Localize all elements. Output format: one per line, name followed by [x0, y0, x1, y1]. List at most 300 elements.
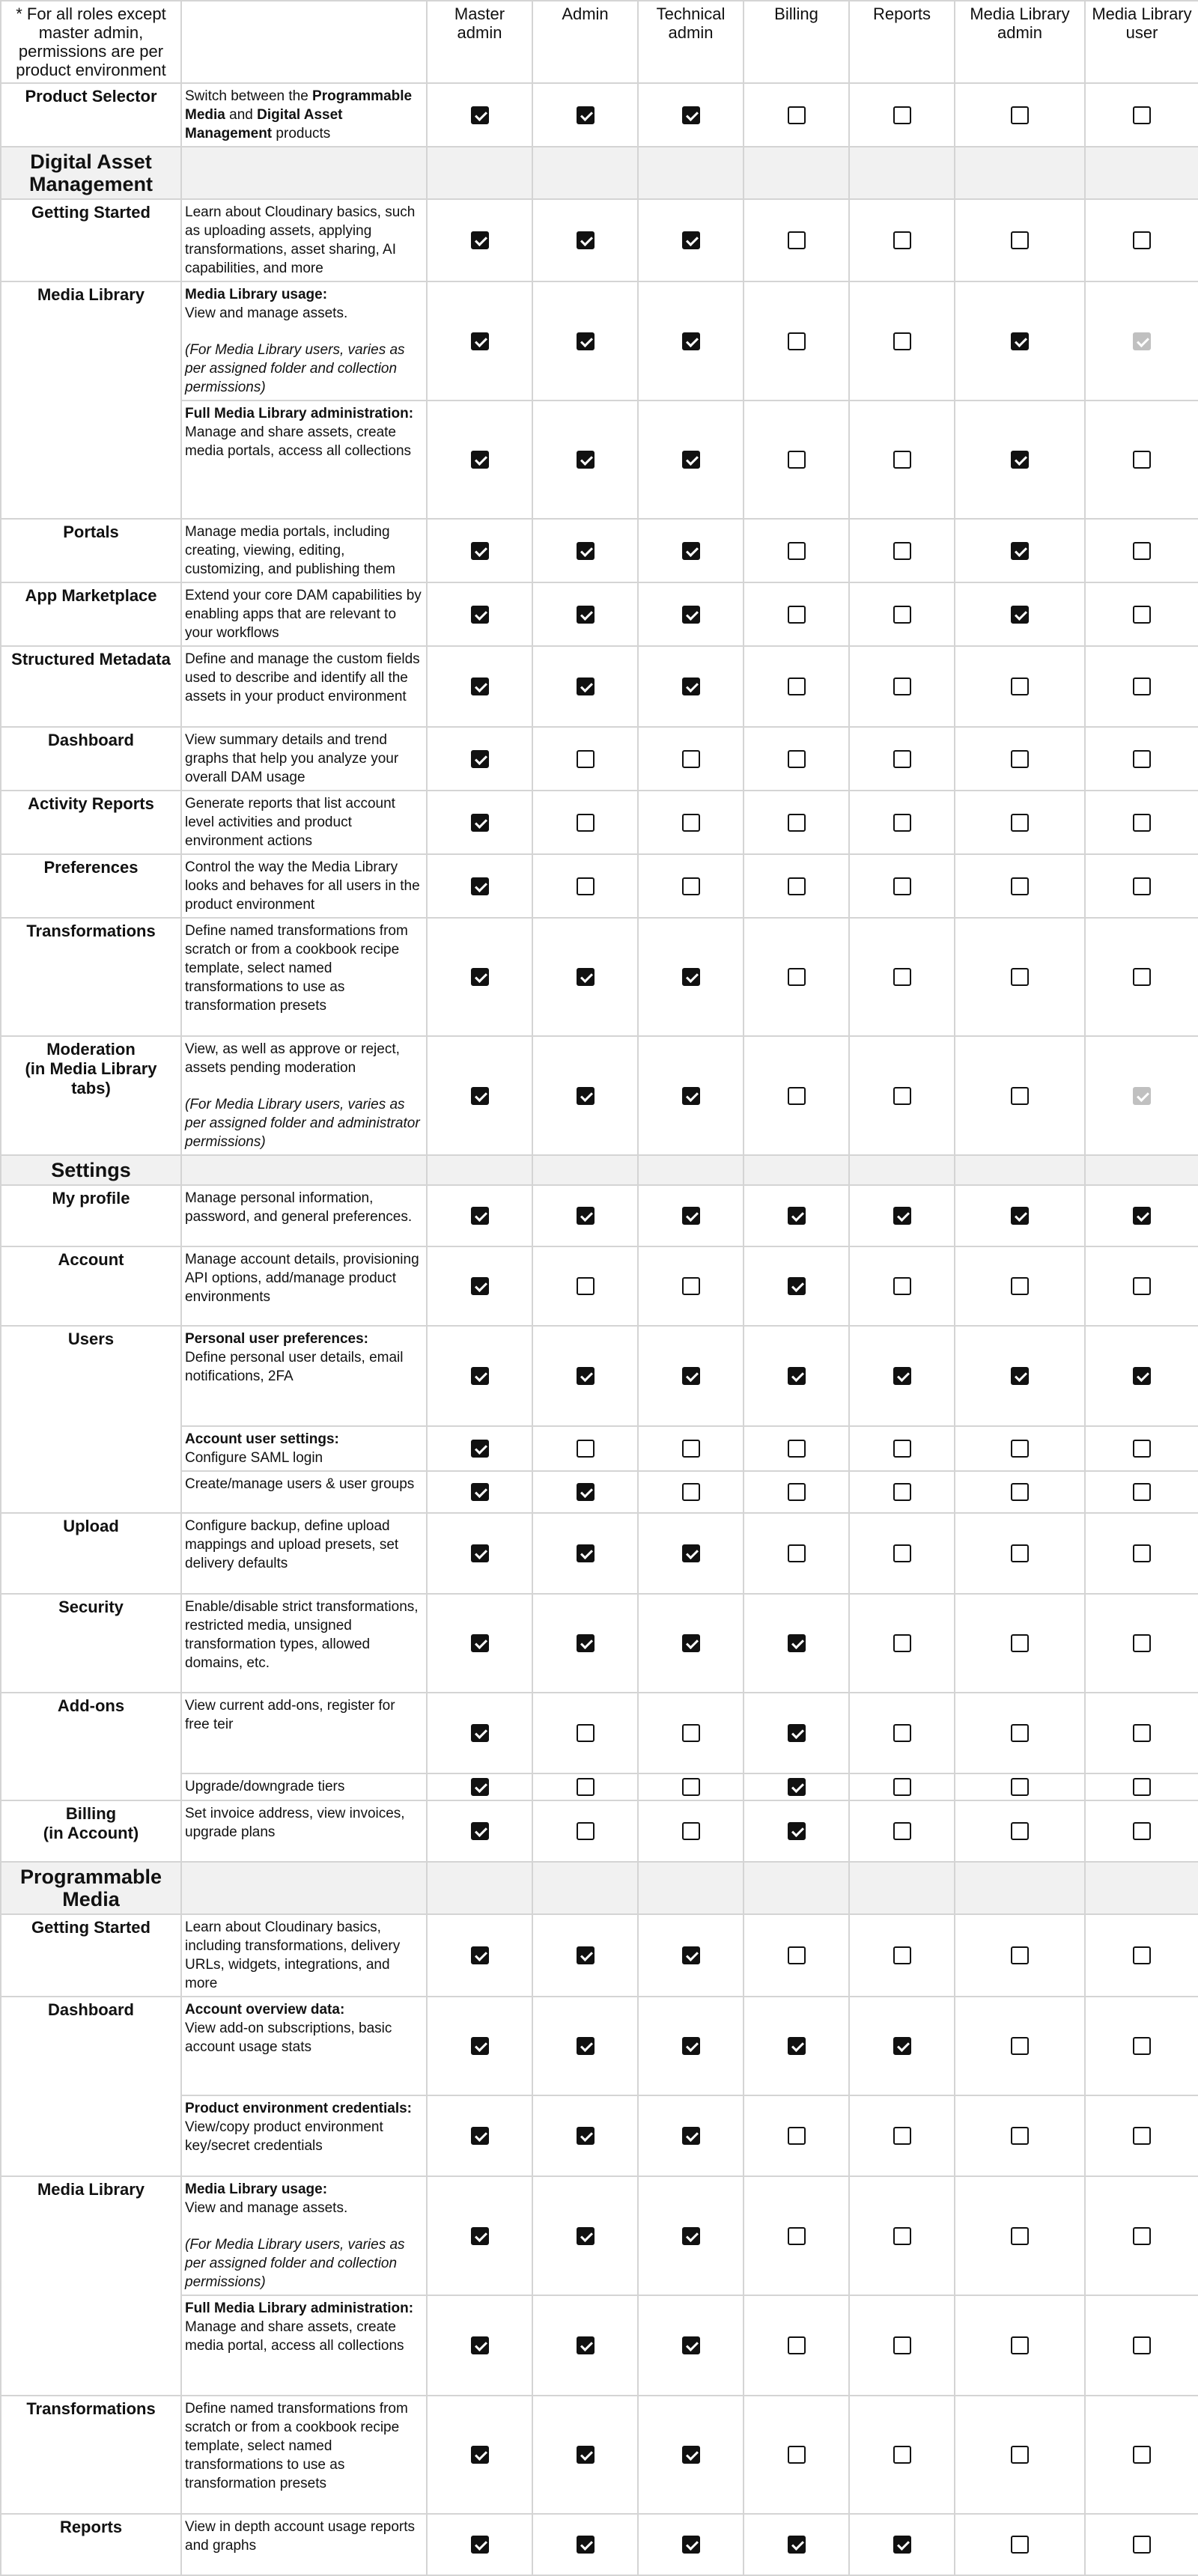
feature-description — [181, 1326, 427, 1426]
unchecked-checkbox[interactable] — [788, 2446, 806, 2464]
unchecked-checkbox[interactable] — [1011, 1634, 1029, 1652]
feature-description — [181, 1426, 427, 1471]
section-blank-cell — [849, 1155, 955, 1185]
checked-checkbox[interactable] — [788, 1724, 806, 1742]
checked-checkbox[interactable] — [471, 1483, 489, 1501]
unchecked-checkbox[interactable] — [1133, 968, 1151, 986]
permission-cell-media-library-admin — [955, 1185, 1085, 1246]
permission-cell-technical-admin — [638, 2396, 744, 2514]
permission-cell-billing — [744, 2514, 849, 2575]
feature-description — [181, 2514, 427, 2575]
unchecked-checkbox[interactable] — [788, 814, 806, 832]
checked-checkbox[interactable] — [471, 1778, 489, 1796]
checked-checkbox[interactable] — [682, 2536, 700, 2554]
permission-cell-admin — [532, 582, 638, 646]
unchecked-checkbox[interactable] — [893, 2336, 911, 2354]
checked-checkbox[interactable] — [471, 1946, 489, 1964]
checked-checkbox[interactable] — [471, 2227, 489, 2245]
unchecked-checkbox[interactable] — [1011, 678, 1029, 695]
unchecked-checkbox[interactable] — [1011, 814, 1029, 832]
unchecked-checkbox[interactable] — [1011, 1724, 1029, 1742]
unchecked-checkbox[interactable] — [1011, 1277, 1029, 1295]
permission-cell-billing — [744, 646, 849, 727]
description-text: Define named transformations from scratch or from a cookbook recipe template, select named transformations to use as transformation presets — [185, 923, 408, 1014]
permission-cell-admin — [532, 1914, 638, 1997]
feature-name: My profile — [1, 1185, 181, 1246]
checked-checkbox[interactable] — [682, 2127, 700, 2145]
unchecked-checkbox[interactable] — [1133, 2127, 1151, 2145]
permission-cell-admin — [532, 1693, 638, 1773]
permission-cell-admin — [532, 1594, 638, 1693]
unchecked-checkbox[interactable] — [893, 678, 911, 695]
table-row — [1, 1185, 1198, 1246]
permission-cell-master-admin — [427, 1693, 532, 1773]
checked-checkbox[interactable] — [788, 2536, 806, 2554]
checked-checkbox[interactable] — [788, 1277, 806, 1295]
unchecked-checkbox[interactable] — [1133, 606, 1151, 624]
unchecked-checkbox[interactable] — [893, 1087, 911, 1105]
checked-checkbox[interactable] — [682, 2336, 700, 2354]
permission-cell-technical-admin — [638, 199, 744, 281]
table-row — [1, 1693, 1198, 1773]
permission-cell-technical-admin — [638, 401, 744, 519]
section-blank-cell — [744, 1862, 849, 1914]
checked-checkbox[interactable] — [788, 1778, 806, 1796]
permission-cell-media-library-admin — [955, 727, 1085, 791]
checked-checkbox[interactable] — [682, 1544, 700, 1562]
unchecked-checkbox[interactable] — [1133, 678, 1151, 695]
checked-checkbox[interactable] — [577, 2446, 595, 2464]
section-blank-cell — [532, 147, 638, 199]
unchecked-checkbox[interactable] — [1133, 1946, 1151, 1964]
unchecked-checkbox[interactable] — [577, 814, 595, 832]
unchecked-checkbox[interactable] — [577, 1440, 595, 1458]
checked-checkbox[interactable] — [577, 2536, 595, 2554]
permission-cell-technical-admin — [638, 1471, 744, 1513]
permission-cell-media-library-user — [1085, 1693, 1198, 1773]
permission-cell-media-library-admin — [955, 918, 1085, 1036]
checked-checkbox[interactable] — [682, 1087, 700, 1105]
permission-cell-billing — [744, 1800, 849, 1862]
unchecked-checkbox[interactable] — [893, 814, 911, 832]
permission-cell-billing — [744, 1513, 849, 1594]
unchecked-checkbox[interactable] — [893, 231, 911, 249]
checked-checkbox[interactable] — [471, 2336, 489, 2354]
checked-checkbox[interactable] — [1011, 332, 1029, 350]
unchecked-checkbox[interactable] — [1011, 1822, 1029, 1840]
unchecked-checkbox[interactable] — [1133, 451, 1151, 469]
unchecked-checkbox[interactable] — [893, 968, 911, 986]
unchecked-checkbox[interactable] — [577, 750, 595, 768]
permission-cell-admin — [532, 2295, 638, 2396]
unchecked-checkbox[interactable] — [1011, 1544, 1029, 1562]
feature-description — [181, 1773, 427, 1800]
unchecked-checkbox[interactable] — [1133, 2227, 1151, 2245]
permission-cell-media-library-admin — [955, 582, 1085, 646]
description-text: Create/manage users & user groups — [185, 1476, 415, 1492]
section-header-row — [1, 1862, 1198, 1914]
permission-cell-media-library-admin — [955, 281, 1085, 401]
unchecked-checkbox[interactable] — [788, 106, 806, 124]
permission-cell-media-library-user — [1085, 1426, 1198, 1471]
feature-description — [181, 727, 427, 791]
unchecked-checkbox[interactable] — [1133, 1483, 1151, 1501]
permission-cell-admin — [532, 281, 638, 401]
permission-cell-master-admin — [427, 1594, 532, 1693]
checked-checkbox[interactable] — [577, 2127, 595, 2145]
feature-description — [181, 519, 427, 582]
permission-cell-media-library-user — [1085, 1594, 1198, 1693]
unchecked-checkbox[interactable] — [893, 750, 911, 768]
checked-checkbox[interactable] — [577, 1634, 595, 1652]
unchecked-checkbox[interactable] — [893, 1440, 911, 1458]
unchecked-checkbox[interactable] — [682, 1822, 700, 1840]
permission-cell-master-admin — [427, 1773, 532, 1800]
unchecked-checkbox[interactable] — [1133, 877, 1151, 895]
feature-name: Add-ons — [1, 1693, 181, 1800]
unchecked-checkbox[interactable] — [682, 1277, 700, 1295]
checked-checkbox[interactable] — [471, 814, 489, 832]
checked-checkbox[interactable] — [1011, 1367, 1029, 1385]
feature-description — [181, 83, 427, 147]
unchecked-checkbox[interactable] — [1011, 2037, 1029, 2055]
checked-checkbox[interactable] — [471, 451, 489, 469]
checked-checkbox[interactable] — [577, 968, 595, 986]
permission-cell-reports — [849, 2514, 955, 2575]
unchecked-checkbox[interactable] — [682, 1724, 700, 1742]
permission-cell-reports — [849, 1997, 955, 2095]
unchecked-checkbox[interactable] — [1011, 2227, 1029, 2245]
unchecked-checkbox[interactable] — [893, 1544, 911, 1562]
permission-cell-media-library-admin — [955, 401, 1085, 519]
checked-checkbox[interactable] — [471, 968, 489, 986]
unchecked-checkbox[interactable] — [1011, 1483, 1029, 1501]
checked-checkbox[interactable] — [577, 332, 595, 350]
checked-checkbox[interactable] — [893, 2536, 911, 2554]
unchecked-checkbox[interactable] — [1133, 231, 1151, 249]
unchecked-checkbox[interactable] — [893, 1277, 911, 1295]
unchecked-checkbox[interactable] — [893, 1634, 911, 1652]
unchecked-checkbox[interactable] — [577, 1822, 595, 1840]
unchecked-checkbox[interactable] — [1133, 2037, 1151, 2055]
checked-checkbox[interactable] — [788, 1822, 806, 1840]
permission-cell-billing — [744, 1246, 849, 1326]
unchecked-checkbox[interactable] — [893, 106, 911, 124]
section-title: Programmable Media — [1, 1862, 181, 1914]
permission-cell-master-admin — [427, 582, 532, 646]
checked-checkbox[interactable] — [471, 1544, 489, 1562]
unchecked-checkbox[interactable] — [682, 814, 700, 832]
unchecked-checkbox[interactable] — [893, 451, 911, 469]
description-heading: Full Media Library administration: — [185, 406, 414, 421]
checked-checkbox[interactable] — [577, 231, 595, 249]
permission-cell-technical-admin — [638, 1773, 744, 1800]
unchecked-checkbox[interactable] — [788, 2336, 806, 2354]
permission-cell-master-admin — [427, 1036, 532, 1155]
permission-cell-reports — [849, 2176, 955, 2295]
description-heading: Account user settings: — [185, 1431, 339, 1447]
unchecked-checkbox[interactable] — [1011, 106, 1029, 124]
checked-checkbox[interactable] — [471, 1277, 489, 1295]
table-row — [1, 646, 1198, 727]
unchecked-checkbox[interactable] — [682, 1778, 700, 1796]
checked-checkbox[interactable] — [682, 2446, 700, 2464]
unchecked-checkbox[interactable] — [788, 2227, 806, 2245]
checked-checkbox[interactable] — [682, 1207, 700, 1225]
permission-cell-media-library-user — [1085, 83, 1198, 147]
checked-checkbox[interactable] — [1011, 451, 1029, 469]
checked-checkbox[interactable] — [471, 1367, 489, 1385]
checked-checkbox[interactable] — [471, 542, 489, 560]
checked-checkbox[interactable] — [577, 542, 595, 560]
unchecked-checkbox[interactable] — [788, 1087, 806, 1105]
unchecked-checkbox[interactable] — [1011, 2336, 1029, 2354]
unchecked-checkbox[interactable] — [893, 2227, 911, 2245]
unchecked-checkbox[interactable] — [577, 877, 595, 895]
checked-checkbox[interactable] — [682, 606, 700, 624]
unchecked-checkbox[interactable] — [788, 2127, 806, 2145]
unchecked-checkbox[interactable] — [1133, 542, 1151, 560]
unchecked-checkbox[interactable] — [1011, 1087, 1029, 1105]
permission-cell-technical-admin — [638, 1513, 744, 1594]
checked-checkbox[interactable] — [577, 2336, 595, 2354]
feature-description — [181, 582, 427, 646]
permission-cell-media-library-admin — [955, 1246, 1085, 1326]
unchecked-checkbox[interactable] — [788, 1440, 806, 1458]
unchecked-checkbox[interactable] — [893, 332, 911, 350]
checked-checkbox[interactable] — [1133, 1367, 1151, 1385]
checked-checkbox[interactable] — [471, 1207, 489, 1225]
checked-checkbox[interactable] — [577, 1483, 595, 1501]
checked-checkbox[interactable] — [893, 1207, 911, 1225]
unchecked-checkbox[interactable] — [1133, 1778, 1151, 1796]
checked-checkbox[interactable] — [788, 2037, 806, 2055]
checked-checkbox[interactable] — [1011, 542, 1029, 560]
checked-checkbox[interactable] — [682, 2037, 700, 2055]
unchecked-checkbox[interactable] — [788, 231, 806, 249]
unchecked-checkbox[interactable] — [577, 1724, 595, 1742]
unchecked-checkbox[interactable] — [1133, 106, 1151, 124]
checked-checkbox[interactable] — [682, 678, 700, 695]
unchecked-checkbox[interactable] — [1133, 2536, 1151, 2554]
unchecked-checkbox[interactable] — [1011, 2127, 1029, 2145]
permission-cell-media-library-admin — [955, 199, 1085, 281]
permission-cell-master-admin — [427, 83, 532, 147]
checked-checkbox[interactable] — [577, 678, 595, 695]
feature-name: Getting Started — [1, 1914, 181, 1997]
checked-checkbox[interactable] — [682, 542, 700, 560]
checked-checkbox[interactable] — [1011, 606, 1029, 624]
unchecked-checkbox[interactable] — [577, 1778, 595, 1796]
unchecked-checkbox[interactable] — [893, 1946, 911, 1964]
unchecked-checkbox[interactable] — [1011, 1440, 1029, 1458]
permission-cell-billing — [744, 2176, 849, 2295]
checked-checkbox[interactable] — [471, 332, 489, 350]
permission-cell-master-admin — [427, 1800, 532, 1862]
description-note: (For Media Library users, varies as per assigned folder and collection permissions) — [185, 342, 405, 395]
permission-cell-admin — [532, 918, 638, 1036]
permission-cell-media-library-user — [1085, 1773, 1198, 1800]
checked-checkbox[interactable] — [471, 231, 489, 249]
checked-checkbox[interactable] — [682, 1634, 700, 1652]
unchecked-checkbox[interactable] — [1133, 2336, 1151, 2354]
unchecked-checkbox[interactable] — [1133, 814, 1151, 832]
permission-cell-media-library-admin — [955, 791, 1085, 854]
checked-checkbox[interactable] — [682, 231, 700, 249]
feature-description — [181, 1246, 427, 1326]
checked-checkbox[interactable] — [471, 1724, 489, 1742]
unchecked-checkbox[interactable] — [682, 877, 700, 895]
unchecked-checkbox[interactable] — [577, 1277, 595, 1295]
checked-checkbox[interactable] — [893, 2037, 911, 2055]
checked-checkbox[interactable] — [471, 1822, 489, 1840]
unchecked-checkbox[interactable] — [893, 877, 911, 895]
unchecked-checkbox[interactable] — [788, 750, 806, 768]
unchecked-checkbox[interactable] — [1011, 1946, 1029, 1964]
checked-checkbox[interactable] — [471, 106, 489, 124]
checked-checkbox[interactable] — [682, 968, 700, 986]
permission-cell-admin — [532, 646, 638, 727]
permission-cell-reports — [849, 1246, 955, 1326]
checked-checkbox[interactable] — [682, 332, 700, 350]
unchecked-checkbox[interactable] — [788, 678, 806, 695]
permission-cell-master-admin — [427, 791, 532, 854]
checked-checkbox[interactable] — [471, 750, 489, 768]
unchecked-checkbox[interactable] — [1133, 1544, 1151, 1562]
checked-checkbox[interactable] — [471, 2037, 489, 2055]
permission-cell-technical-admin — [638, 918, 744, 1036]
checked-checkbox[interactable] — [788, 1207, 806, 1225]
checked-checkbox[interactable] — [577, 1087, 595, 1105]
checked-checkbox[interactable] — [577, 1207, 595, 1225]
checked-checkbox[interactable] — [471, 606, 489, 624]
feature-description — [181, 1185, 427, 1246]
unchecked-checkbox[interactable] — [682, 1483, 700, 1501]
checked-checkbox[interactable] — [471, 1087, 489, 1105]
unchecked-checkbox[interactable] — [788, 1483, 806, 1501]
role-header-admin: Admin — [532, 1, 638, 83]
unchecked-checkbox[interactable] — [1133, 1822, 1151, 1840]
checked-checkbox[interactable] — [682, 1367, 700, 1385]
checked-checkbox[interactable] — [471, 877, 489, 895]
unchecked-checkbox[interactable] — [788, 451, 806, 469]
unchecked-checkbox[interactable] — [1011, 968, 1029, 986]
unchecked-checkbox[interactable] — [893, 2127, 911, 2145]
unchecked-checkbox[interactable] — [788, 332, 806, 350]
unchecked-checkbox[interactable] — [788, 1544, 806, 1562]
unchecked-checkbox[interactable] — [788, 1946, 806, 1964]
unchecked-checkbox[interactable] — [893, 542, 911, 560]
permission-cell-reports — [849, 1036, 955, 1155]
unchecked-checkbox[interactable] — [1133, 1440, 1151, 1458]
disabled-checked-checkbox — [1133, 332, 1151, 350]
checked-checkbox[interactable] — [577, 606, 595, 624]
disabled-checked-checkbox — [1133, 1087, 1151, 1105]
checked-checkbox[interactable] — [788, 1367, 806, 1385]
feature-description — [181, 854, 427, 918]
checked-checkbox[interactable] — [577, 106, 595, 124]
permission-cell-technical-admin — [638, 1246, 744, 1326]
permission-cell-media-library-user — [1085, 519, 1198, 582]
unchecked-checkbox[interactable] — [1133, 1277, 1151, 1295]
feature-description — [181, 199, 427, 281]
description-emphasis: Digital Asset Management — [185, 107, 343, 141]
permission-cell-billing — [744, 1773, 849, 1800]
unchecked-checkbox[interactable] — [893, 1822, 911, 1840]
unchecked-checkbox[interactable] — [893, 1483, 911, 1501]
checked-checkbox[interactable] — [577, 1367, 595, 1385]
unchecked-checkbox[interactable] — [1011, 750, 1029, 768]
section-blank-cell — [1085, 1862, 1198, 1914]
checked-checkbox[interactable] — [471, 2446, 489, 2464]
unchecked-checkbox[interactable] — [893, 2446, 911, 2464]
unchecked-checkbox[interactable] — [893, 606, 911, 624]
checked-checkbox[interactable] — [682, 451, 700, 469]
checked-checkbox[interactable] — [788, 1634, 806, 1652]
checked-checkbox[interactable] — [682, 1946, 700, 1964]
unchecked-checkbox[interactable] — [1011, 2536, 1029, 2554]
unchecked-checkbox[interactable] — [1133, 2446, 1151, 2464]
description-text: Extend your core DAM capabilities by enabling apps that are relevant to your workflows — [185, 588, 422, 641]
checked-checkbox[interactable] — [1011, 1207, 1029, 1225]
feature-name: Security — [1, 1594, 181, 1693]
checked-checkbox[interactable] — [893, 1367, 911, 1385]
section-blank-cell — [427, 1862, 532, 1914]
unchecked-checkbox[interactable] — [1011, 231, 1029, 249]
unchecked-checkbox[interactable] — [893, 1778, 911, 1796]
checked-checkbox[interactable] — [471, 2536, 489, 2554]
permission-cell-media-library-user — [1085, 401, 1198, 519]
unchecked-checkbox[interactable] — [788, 542, 806, 560]
table-row — [1, 854, 1198, 918]
unchecked-checkbox[interactable] — [893, 1724, 911, 1742]
permission-cell-billing — [744, 2396, 849, 2514]
permission-cell-billing — [744, 1185, 849, 1246]
table-row — [1, 1914, 1198, 1997]
unchecked-checkbox[interactable] — [788, 877, 806, 895]
permission-cell-admin — [532, 401, 638, 519]
checked-checkbox[interactable] — [682, 106, 700, 124]
unchecked-checkbox[interactable] — [1011, 1778, 1029, 1796]
checked-checkbox[interactable] — [471, 1440, 489, 1458]
feature-name: Reports — [1, 2514, 181, 2575]
checked-checkbox[interactable] — [577, 1544, 595, 1562]
unchecked-checkbox[interactable] — [788, 606, 806, 624]
permission-cell-media-library-admin — [955, 519, 1085, 582]
checked-checkbox[interactable] — [577, 2037, 595, 2055]
unchecked-checkbox[interactable] — [1011, 2446, 1029, 2464]
checked-checkbox[interactable] — [577, 1946, 595, 1964]
unchecked-checkbox[interactable] — [1011, 877, 1029, 895]
checked-checkbox[interactable] — [471, 2127, 489, 2145]
unchecked-checkbox[interactable] — [1133, 1634, 1151, 1652]
description-heading: Product environment credentials: — [185, 2101, 413, 2116]
description-text: Enable/disable strict transformations, restricted media, unsigned transformation types, allowed domains, etc. — [185, 1599, 419, 1671]
checked-checkbox[interactable] — [471, 678, 489, 695]
unchecked-checkbox[interactable] — [682, 750, 700, 768]
unchecked-checkbox[interactable] — [1133, 750, 1151, 768]
checked-checkbox[interactable] — [471, 1634, 489, 1652]
checked-checkbox[interactable] — [1133, 1207, 1151, 1225]
checked-checkbox[interactable] — [682, 2227, 700, 2245]
unchecked-checkbox[interactable] — [682, 1440, 700, 1458]
unchecked-checkbox[interactable] — [788, 968, 806, 986]
description-text: Learn about Cloudinary basics, such as uploading assets, applying transformations, asset sharing, AI capabilities, and more — [185, 204, 416, 276]
checked-checkbox[interactable] — [577, 2227, 595, 2245]
description-text: Configure backup, define upload mappings and upload presets, set delivery defaults — [185, 1518, 399, 1571]
unchecked-checkbox[interactable] — [1133, 1724, 1151, 1742]
checked-checkbox[interactable] — [577, 451, 595, 469]
